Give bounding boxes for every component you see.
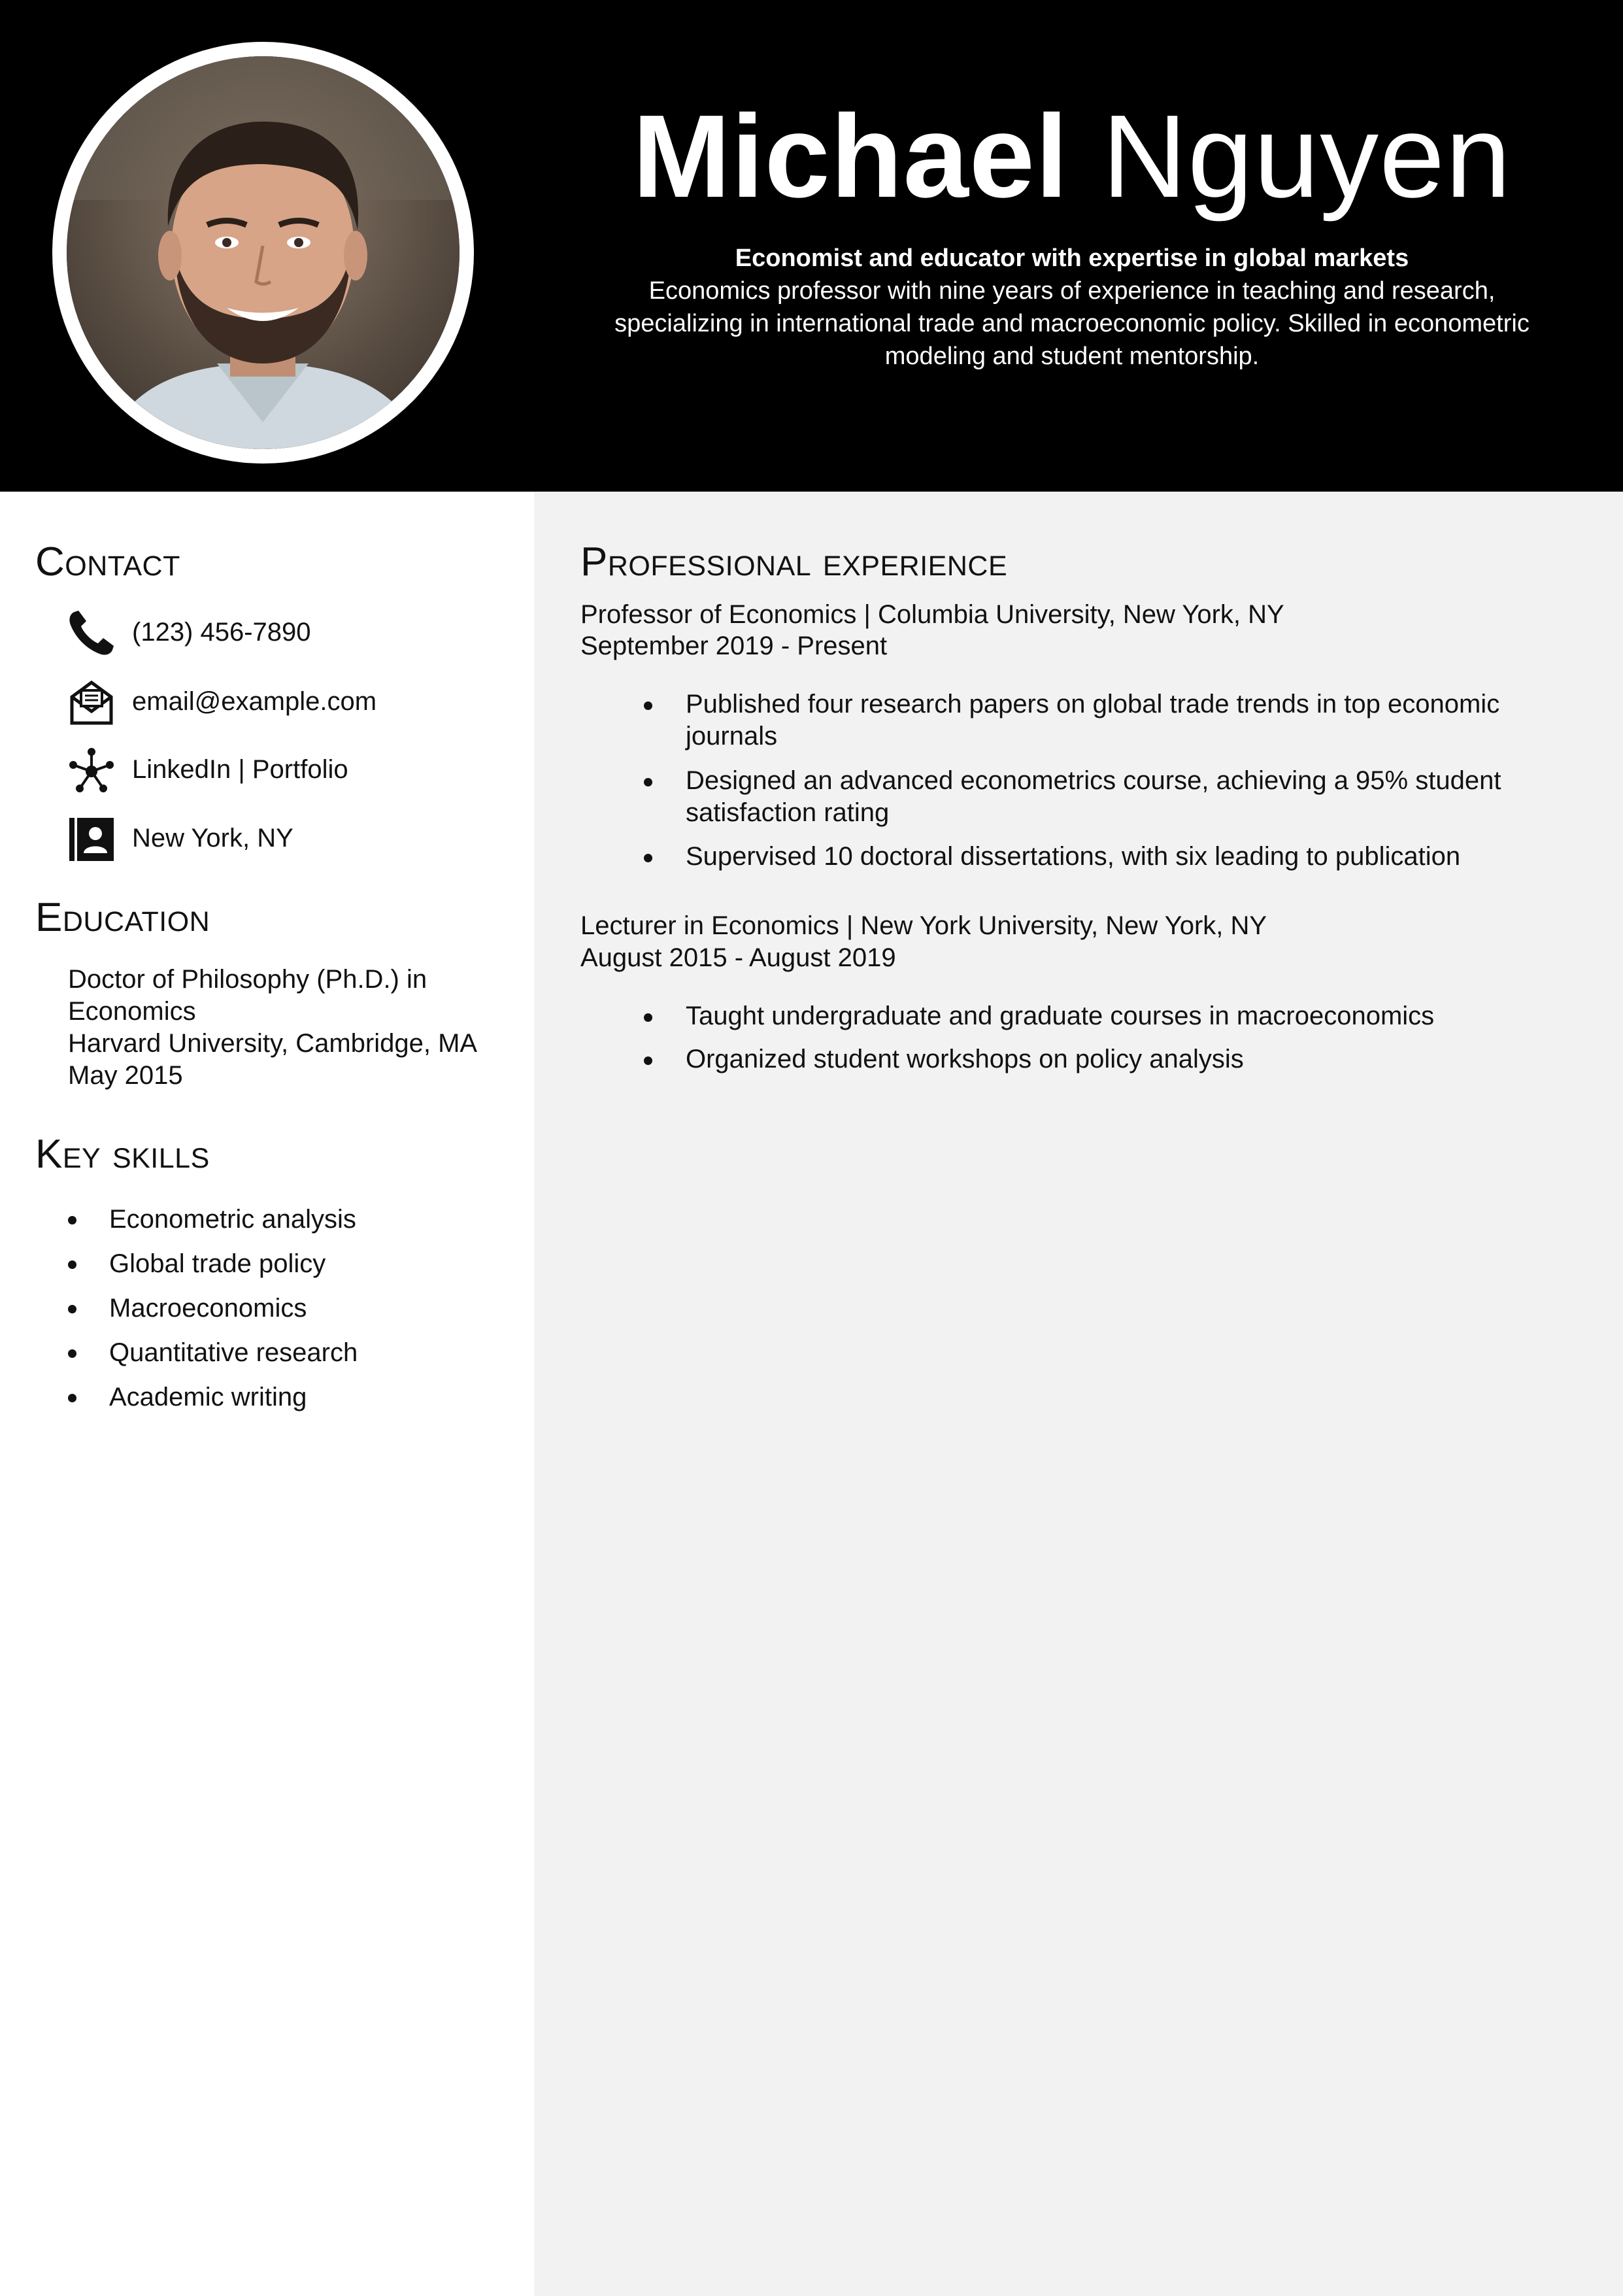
portrait-illustration xyxy=(67,56,460,449)
bullet-icon xyxy=(644,701,652,710)
portrait-image xyxy=(67,56,460,449)
achievement-text: Designed an advanced econometrics course, achieving a 95% student satisfaction rating xyxy=(686,766,1501,827)
skill-text: Quantitative research xyxy=(109,1338,358,1367)
skill-text: Global trade policy xyxy=(109,1249,326,1278)
education-heading: Education xyxy=(35,895,210,940)
candidate-name xyxy=(562,85,1582,229)
education-entry xyxy=(68,964,526,1092)
header-band xyxy=(0,0,1623,492)
education-school: Harvard University, Cambridge, MA xyxy=(68,1029,478,1058)
profile-photo xyxy=(52,42,474,464)
skill-text: Macroeconomics xyxy=(109,1294,307,1323)
bullet-icon xyxy=(68,1260,76,1269)
contact-links-text: LinkedIn | Portfolio xyxy=(132,755,348,784)
achievement-text: Published four research papers on global trade trends in top economic journals xyxy=(686,690,1500,751)
location-card-icon xyxy=(65,813,118,865)
skills-heading: Key skills xyxy=(35,1132,210,1177)
job-dates: August 2015 - August 2019 xyxy=(580,943,896,972)
bullet-icon xyxy=(68,1394,76,1402)
last-name: Nguyen xyxy=(1101,91,1512,222)
network-icon xyxy=(65,744,118,796)
skill-text: Econometric analysis xyxy=(109,1205,356,1234)
achievement-text: Organized student workshops on policy analysis xyxy=(686,1045,1244,1073)
bullet-icon xyxy=(68,1305,76,1313)
envelope-icon xyxy=(65,676,118,728)
profile-summary: Economics professor with nine years of experience in teaching and research, specializing in international trade and macroeconomic policy. Skilled in econometric modeling and student mentorship. xyxy=(614,277,1530,370)
experience-heading: Professional experience xyxy=(580,539,1008,584)
bullet-icon xyxy=(644,1056,652,1065)
bullet-icon xyxy=(644,778,652,786)
education-degree-line1: Doctor of Philosophy (Ph.D.) in xyxy=(68,965,427,994)
bullet-icon xyxy=(68,1349,76,1358)
contact-location-text: New York, NY xyxy=(132,824,293,853)
education-degree-line2: Economics xyxy=(68,997,196,1026)
achievement-item xyxy=(644,1043,1579,1075)
achievement-item xyxy=(644,841,1579,873)
contact-heading: Contact xyxy=(35,539,180,584)
achievement-text: Taught undergraduate and graduate courses in macroeconomics xyxy=(686,1002,1435,1030)
tagline: Economist and educator with expertise in global markets xyxy=(735,245,1409,272)
right-column xyxy=(534,492,1623,2296)
job-dates: September 2019 - Present xyxy=(580,632,888,660)
bullet-icon xyxy=(68,1216,76,1224)
contact-email-text: email@example.com xyxy=(132,687,377,716)
education-date: May 2015 xyxy=(68,1061,183,1090)
job-role: Lecturer in Economics | New York University, New York, NY xyxy=(580,911,1267,940)
contact-phone-text: (123) 456-7890 xyxy=(132,618,311,647)
achievement-text: Supervised 10 doctoral dissertations, with six leading to publication xyxy=(686,842,1461,871)
skill-text: Academic writing xyxy=(109,1383,307,1411)
bullet-icon xyxy=(644,854,652,862)
job-role: Professor of Economics | Columbia University, New York, NY xyxy=(580,600,1284,629)
first-name: Michael xyxy=(632,91,1069,222)
achievement-item xyxy=(644,1000,1579,1032)
achievement-item xyxy=(644,765,1579,829)
bullet-icon xyxy=(644,1013,652,1022)
phone-icon xyxy=(65,607,118,659)
achievement-item xyxy=(644,688,1579,752)
